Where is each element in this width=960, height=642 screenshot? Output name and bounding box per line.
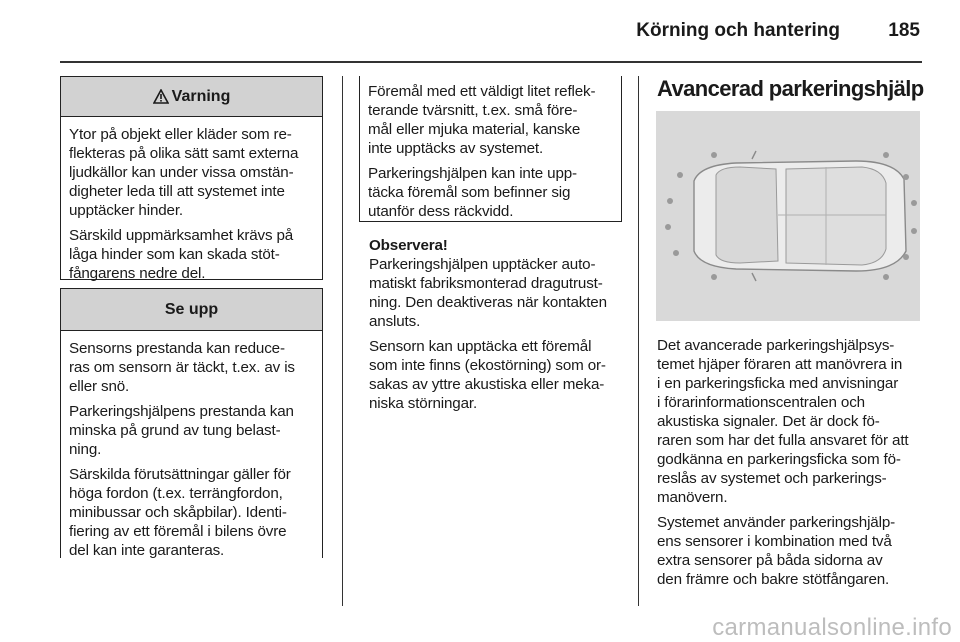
- caution-box-heading: [61, 289, 322, 331]
- section-body: [657, 336, 927, 595]
- section-paragraph: Systemet använder parkeringshjälp- ens sensorer i kombination med två extra sensorer på båda sidorna av den främre och bakre stötfångaren.: [657, 514, 896, 588]
- continued-warning-box: [359, 76, 622, 222]
- warning-box: [60, 76, 323, 280]
- warning-paragraph: Särskild uppmärksamhet krävs på låga hinder som kan skada stöt- fångarens nedre del.: [69, 227, 294, 282]
- warning-heading-text: Varning: [171, 87, 231, 105]
- warning-triangle-icon: [153, 89, 169, 104]
- section-paragraph: Det avancerade parkeringshjälpsys- temet hjäper föraren att manövrera in i en parkeringsficka med anvisningar i förarinformationscentralen och akustiska signaler. Det är dock fö- raren som har det fulla ansvaret för att godkänna en parkeringsficka som fö- reslås av systemet och parkerings- manövern.: [657, 337, 909, 506]
- caution-box: [60, 288, 323, 558]
- continued-paragraph: Föremål med ett väldigt litet reflek- terande tvärsnitt, t.ex. små före- mål eller mjuka material, kanske inte upptäcks av systemet.: [368, 83, 596, 157]
- note-section: [369, 236, 631, 419]
- caution-paragraph: Parkeringshjälpens prestanda kan minska på grund av tung belast- ning.: [69, 403, 294, 458]
- note-paragraph: Parkeringshjälpen upptäcker auto- matiskt fabriksmonterad dragutrust- ning. Den deaktiveras när kontakten ansluts.: [369, 256, 607, 330]
- car-top-view-figure: [656, 111, 920, 321]
- section-title: Avancerad parkeringshjälp: [657, 76, 924, 101]
- note-paragraph: Sensorn kan upptäcka ett föremål som inte finns (ekostörning) som or- sakas av yttre akustiska eller meka- niska störningar.: [369, 338, 606, 412]
- page-number: 185: [888, 20, 920, 41]
- column-divider: [342, 76, 343, 606]
- warning-box-heading: [61, 77, 322, 117]
- caution-paragraph: Sensorns prestanda kan reduce- ras om sensorn är täckt, t.ex. av is eller snö.: [69, 340, 295, 395]
- note-heading: Observera!: [369, 237, 448, 254]
- column-divider: [638, 76, 639, 606]
- watermark: carmanualsonline.info: [712, 614, 952, 641]
- car-top-view-sensors-icon: [656, 111, 920, 321]
- warning-paragraph: Ytor på objekt eller kläder som re- flekteras på olika sätt samt externa ljudkällor kan under vissa omstän- digheter leda till att systemet inte upptäcker hinder.: [69, 126, 299, 219]
- continued-paragraph: Parkeringshjälpen kan inte upp- täcka föremål som befinner sig utanför dess räckvidd.: [368, 165, 577, 220]
- running-header: Körning och hantering: [636, 20, 840, 41]
- caution-heading-text: Se upp: [164, 300, 219, 318]
- caution-paragraph: Särskilda förutsättningar gäller för höga fordon (t.ex. terrängfordon, minibussar och skåpbilar). Identi- fiering av ett föremål i bilens övre del kan inte garanteras.: [69, 466, 291, 559]
- header-rule: [60, 61, 922, 63]
